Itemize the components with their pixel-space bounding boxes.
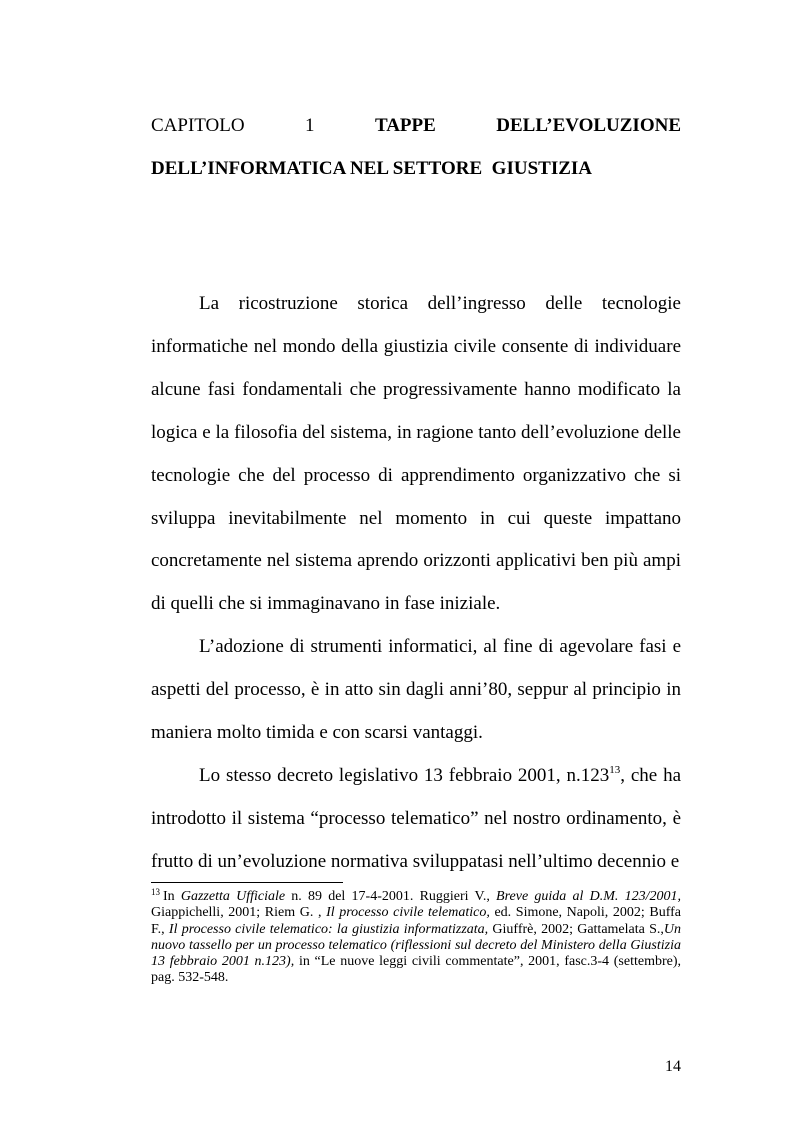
paragraph-2: L’adozione di strumenti informatici, al fine di agevolare fasi e aspetti del processo, è in atto sin dagli anni’80, seppur al principio in maniera molto timida e con scarsi vantaggi.	[151, 636, 681, 744]
paragraph-3-end: , che ha introdotto il sistema “processo telematico” nel nostro ordinamento, è frutto di un’evoluzione normativa sviluppatasi nell’ultimo decennio e	[151, 764, 681, 872]
footnote-separator	[151, 882, 343, 883]
chapter-number: 1	[305, 115, 315, 136]
footnote-text: in “Le nuove leggi civili commentate”, 2001, fasc.3-4 (settembre), pag. 532-548.	[151, 954, 682, 986]
footnote-number: 13	[151, 887, 160, 897]
chapter-heading-line1	[151, 115, 681, 137]
paragraph-1: La ricostruzione storica dell’ingresso delle tecnologie informatiche nel mondo della giustizia civile consente di individuare alcune fasi fondamentali che progressivamente hanno modificato la logica e la filosofia del sistema, in ragione tanto dell’evoluzione delle tecnologie che del processo di apprendimento organizzativo che si sviluppa inevitabilmente nel momento in cui queste impattano concretamente nel sistema aprendo orizzonti applicativi ben più ampi di quelli che si immaginavano in fase iniziale.	[151, 293, 681, 615]
footnote-text: Giuffrè, 2002; Gattamelata S.,	[488, 921, 664, 937]
footnote-13	[151, 889, 681, 987]
footnote-italic: Breve guida al D.M. 123/2001,	[496, 889, 681, 904]
page-number: 14	[665, 1058, 681, 1075]
footnote-reference[interactable]: 13	[609, 763, 621, 776]
footnote-italic: Un nuovo tassello per un processo telematico (riflessioni sul decreto del Ministero della Giustizia 13 febbraio 2001 n.123),	[151, 921, 681, 970]
footnote-italic: Il processo civile telematico: la giustizia informatizzata,	[168, 921, 489, 937]
chapter-label: CAPITOLO	[151, 115, 245, 136]
body-text	[151, 283, 681, 884]
paragraph-3	[151, 755, 681, 884]
chapter-title-word2: DELL’EVOLUZIONE	[496, 115, 681, 136]
footnote-text: Giappichelli, 2001; Riem G. ,	[151, 905, 327, 921]
chapter-heading-line2: DELL’INFORMATICA NEL SETTORE GIUSTIZIA	[151, 158, 592, 179]
chapter-title-word1: TAPPE	[374, 115, 436, 136]
footnote-text: In	[163, 889, 181, 904]
footnote-text: n. 89 del 17-4-2001. Ruggieri V.,	[285, 889, 497, 904]
footnote-text: ed. Simone, Napoli, 2002; Buffa F.,	[151, 905, 681, 937]
paragraph-3-start: Lo stesso decreto legislativo 13 febbraio 2001, n.123	[199, 764, 610, 786]
footnote-italic: Il processo civile telematico,	[326, 905, 490, 921]
footnote-italic: Gazzetta Ufficiale	[180, 889, 286, 904]
